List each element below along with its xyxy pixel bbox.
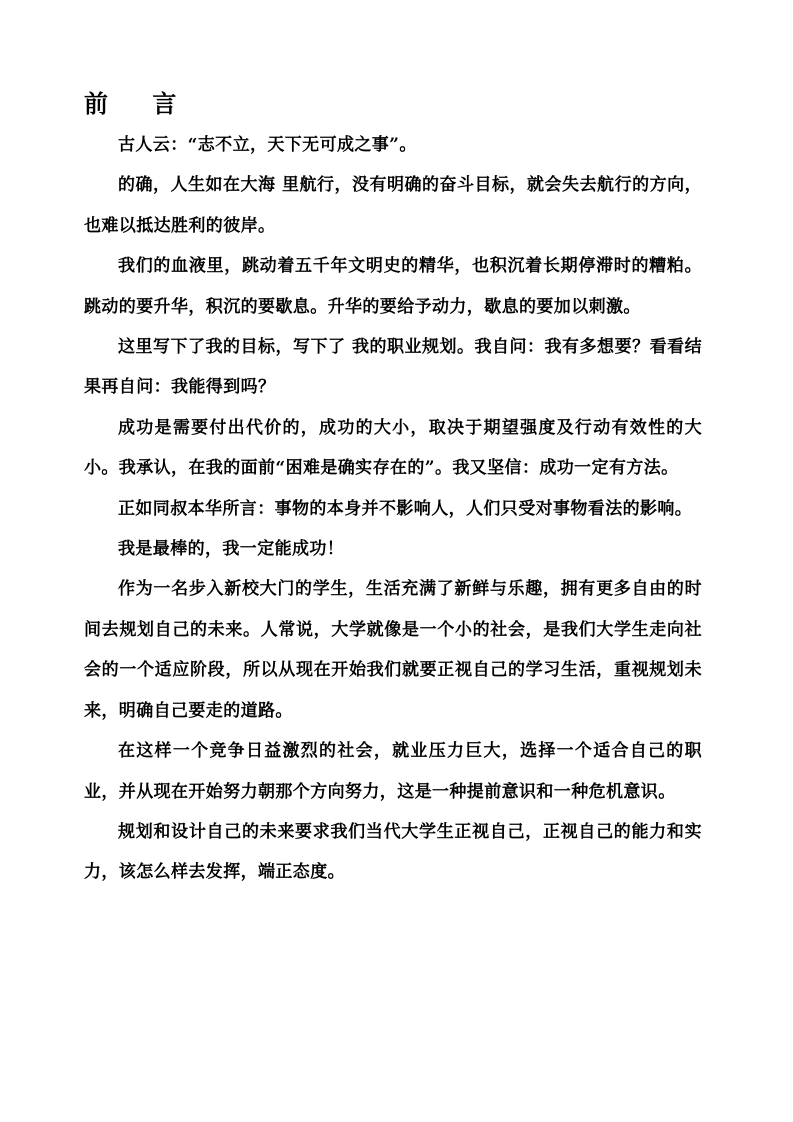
paragraph-6: 正如同叔本华所言：事物的本身并不影响人，人们只受对事物看法的影响。 [118, 498, 693, 519]
paragraph-7: 我是最棒的，我一定能成功！ [118, 539, 345, 560]
paragraph-9: 在这样一个竞争日益激烈的社会，就业压力巨大，选择一个适合自己的职业，并从现在开始努力朝那个方向努力，这是一种提前意识和一种危机意识。 [84, 741, 702, 802]
body-text [84, 125, 702, 893]
page-title: 前 言 [84, 89, 195, 118]
paragraph-4: 这里写下了我的目标，写下了 我的职业规划。我自问：我有多想要？看看结果再自问：我能得到吗？ [84, 337, 702, 398]
paragraph-1: 古人云：“志不立，天下无可成之事”。 [118, 135, 417, 155]
paragraph-3: 我们的血液里，跳动着五千年文明史的精华，也积沉着长期停滞时的糟粕。跳动的要升华，积沉的要歇息。升华的要给予动力，歇息的要加以刺激。 [84, 256, 702, 317]
paragraph-5: 成功是需要付出代价的，成功的大小，取决于期望强度及行动有效性的大小。我承认，在我的面前“困难是确实存在的”。我又坚信：成功一定有方法。 [84, 417, 702, 479]
paragraph-8: 作为一名步入新校大门的学生，生活充满了新鲜与乐趣，拥有更多自由的时间去规划自己的未来。人常说，大学就像是一个小的社会，是我们大学生走向社会的一个适应阶段，所以从现在开始我们就要正视自己的学习生活，重视规划未来，明确自己要走的道路。 [84, 579, 702, 721]
paragraph-2: 的确，人生如在大海 里航行，没有明确的奋斗目标，就会失去航行的方向，也难以抵达胜利的彼岸。 [84, 175, 702, 236]
paragraph-10: 规划和设计自己的未来要求我们当代大学生正视自己，正视自己的能力和实力，该怎么样去发挥，端正态度。 [84, 821, 702, 883]
